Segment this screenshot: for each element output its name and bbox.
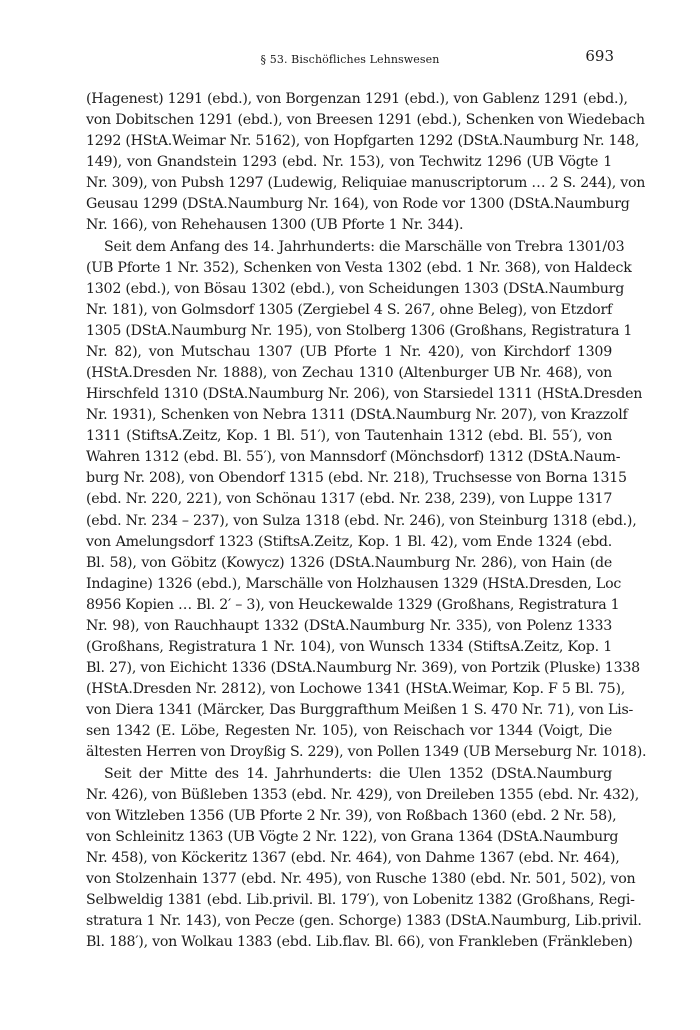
text-line: Bl. 27), von Eichicht 1336 (DStA.Naumburg Nr. 369), von Portzik (Pluske) 1338 (86, 660, 640, 677)
text-line: Nr. 181), von Golmsdorf 1305 (Zergiebel 4 S. 267, ohne Beleg), von Etzdorf (86, 301, 612, 318)
text-line: ältesten Herren von Droyßig S. 229), von Pollen 1349 (UB Merseburg Nr. 1018). (86, 744, 647, 761)
text-line: (HStA.Dresden Nr. 2812), von Lochowe 1341 (HStA.Weimar, Kop. F 5 Bl. 75), (86, 681, 625, 698)
text-line: 8956 Kopien … Bl. 2′ – 3), von Heuckewalde 1329 (Großhans, Registratura 1 (86, 596, 620, 613)
text-line: (UB Pforte 1 Nr. 352), Schenken von Vesta 1302 (ebd. 1 Nr. 368), von Haldeck (86, 259, 632, 276)
text-line: Geusau 1299 (DStA.Naumburg Nr. 164), von Rode vor 1300 (DStA.Naumburg (86, 196, 630, 213)
text-line: Bl. 188′), von Wolkau 1383 (ebd. Lib.flav. Bl. 66), von Frankleben (Fränkleben) (86, 934, 633, 951)
text-line: 1305 (DStA.Naumburg Nr. 195), von Stolberg 1306 (Großhans, Registratura 1 (86, 322, 633, 339)
text-line: Nr. 82), von Mutschau 1307 (UB Pforte 1 Nr. 420), von Kirchdorf 1309 (86, 343, 612, 360)
text-line: Indagine) 1326 (ebd.), Marschälle von Holzhausen 1329 (HStA.Dresden, Loc (86, 575, 622, 592)
text-line: Bl. 58), von Göbitz (Kowycz) 1326 (DStA.Naumburg Nr. 286), von Hain (de (86, 554, 612, 571)
paragraph (86, 237, 647, 764)
text-line: Nr. 309), von Pubsh 1297 (Ludewig, Reliquiae manuscriptorum … 2 S. 244), von (86, 175, 646, 192)
text-line: (ebd. Nr. 234 – 237), von Sulza 1318 (ebd. Nr. 246), von Steinburg 1318 (ebd.), (86, 512, 637, 529)
text-line: 1292 (HStA.Weimar Nr. 5162), von Hopfgarten 1292 (DStA.Naumburg Nr. 148, (86, 133, 640, 150)
body-text (86, 89, 647, 953)
text-line: Seit der Mitte des 14. Jahrhunderts: die Ulen 1352 (DStA.Naumburg (104, 765, 612, 782)
text-line: von Stolzenhain 1377 (ebd. Nr. 495), von Rusche 1380 (ebd. Nr. 501, 502), von (86, 870, 636, 887)
text-line: von Schleinitz 1363 (UB Vögte 2 Nr. 122), von Grana 1364 (DStA.Naumburg (86, 828, 619, 845)
text-line: 1311 (StiftsA.Zeitz, Kop. 1 Bl. 51′), von Tautenhain 1312 (ebd. Bl. 55′), von (86, 428, 612, 445)
text-line: von Amelungsdorf 1323 (StiftsA.Zeitz, Kop. 1 Bl. 42), vom Ende 1324 (ebd. (86, 533, 612, 550)
text-line: sen 1342 (E. Löbe, Regesten Nr. 105), von Reischach vor 1344 (Voigt, Die (86, 723, 612, 740)
page-number: 693 (585, 47, 614, 65)
text-line: Wahren 1312 (ebd. Bl. 55′), von Mannsdorf (Mönchsdorf) 1312 (DStA.Naum- (86, 449, 621, 466)
text-line: von Diera 1341 (Märcker, Das Burggrafthum Meißen 1 S. 470 Nr. 71), von Lis- (86, 702, 634, 719)
paragraph (86, 89, 646, 237)
text-line: Seit dem Anfang des 14. Jahrhunderts: die Marschälle von Trebra 1301/03 (104, 238, 625, 255)
text-line: Nr. 166), von Rehehausen 1300 (UB Pforte 1 Nr. 344). (86, 217, 464, 234)
text-line: 1302 (ebd.), von Bösau 1302 (ebd.), von Scheidungen 1303 (DStA.Naumburg (86, 280, 625, 297)
text-line: Nr. 426), von Büßleben 1353 (ebd. Nr. 429), von Dreileben 1355 (ebd. Nr. 432), (86, 786, 639, 803)
text-line: (HStA.Dresden Nr. 1888), von Zechau 1310 (Altenburger UB Nr. 468), von (86, 365, 612, 382)
text-line: (Großhans, Registratura 1 Nr. 104), von Wunsch 1334 (StiftsA.Zeitz, Kop. 1 (86, 639, 612, 656)
text-line: Nr. 1931), Schenken von Nebra 1311 (DStA.Naumburg Nr. 207), von Krazzolf (86, 407, 628, 424)
text-line: (ebd. Nr. 220, 221), von Schönau 1317 (ebd. Nr. 238, 239), von Luppe 1317 (86, 491, 613, 508)
text-line: von Dobitschen 1291 (ebd.), von Breesen 1291 (ebd.), Schenken von Wiedebach (86, 112, 645, 129)
running-head: § 53. Bischöfliches Lehnswesen (260, 53, 440, 66)
paragraph (86, 764, 642, 954)
text-line: von Witzleben 1356 (UB Pforte 2 Nr. 39), von Roßbach 1360 (ebd. 2 Nr. 58), (86, 807, 617, 824)
text-line: 149), von Gnandstein 1293 (ebd. Nr. 153), von Techwitz 1296 (UB Vögte 1 (86, 154, 612, 171)
text-line: Nr. 458), von Köckeritz 1367 (ebd. Nr. 464), von Dahme 1367 (ebd. Nr. 464), (86, 849, 620, 866)
text-line: stratura 1 Nr. 143), von Pecze (gen. Schorge) 1383 (DStA.Naumburg, Lib.privil. (86, 913, 642, 930)
text-line: (Hagenest) 1291 (ebd.), von Borgenzan 1291 (ebd.), von Gablenz 1291 (ebd.), (86, 91, 628, 107)
text-line: burg Nr. 208), von Obendorf 1315 (ebd. Nr. 218), Truchsesse von Borna 1315 (86, 470, 627, 487)
text-line: Hirschfeld 1310 (DStA.Naumburg Nr. 206), von Starsiedel 1311 (HStA.Dresden (86, 386, 643, 403)
text-line: Nr. 98), von Rauchhaupt 1332 (DStA.Naumburg Nr. 335), von Polenz 1333 (86, 617, 612, 634)
text-line: Selbweldig 1381 (ebd. Lib.privil. Bl. 179′), von Lobenitz 1382 (Großhans, Regi- (86, 891, 635, 908)
